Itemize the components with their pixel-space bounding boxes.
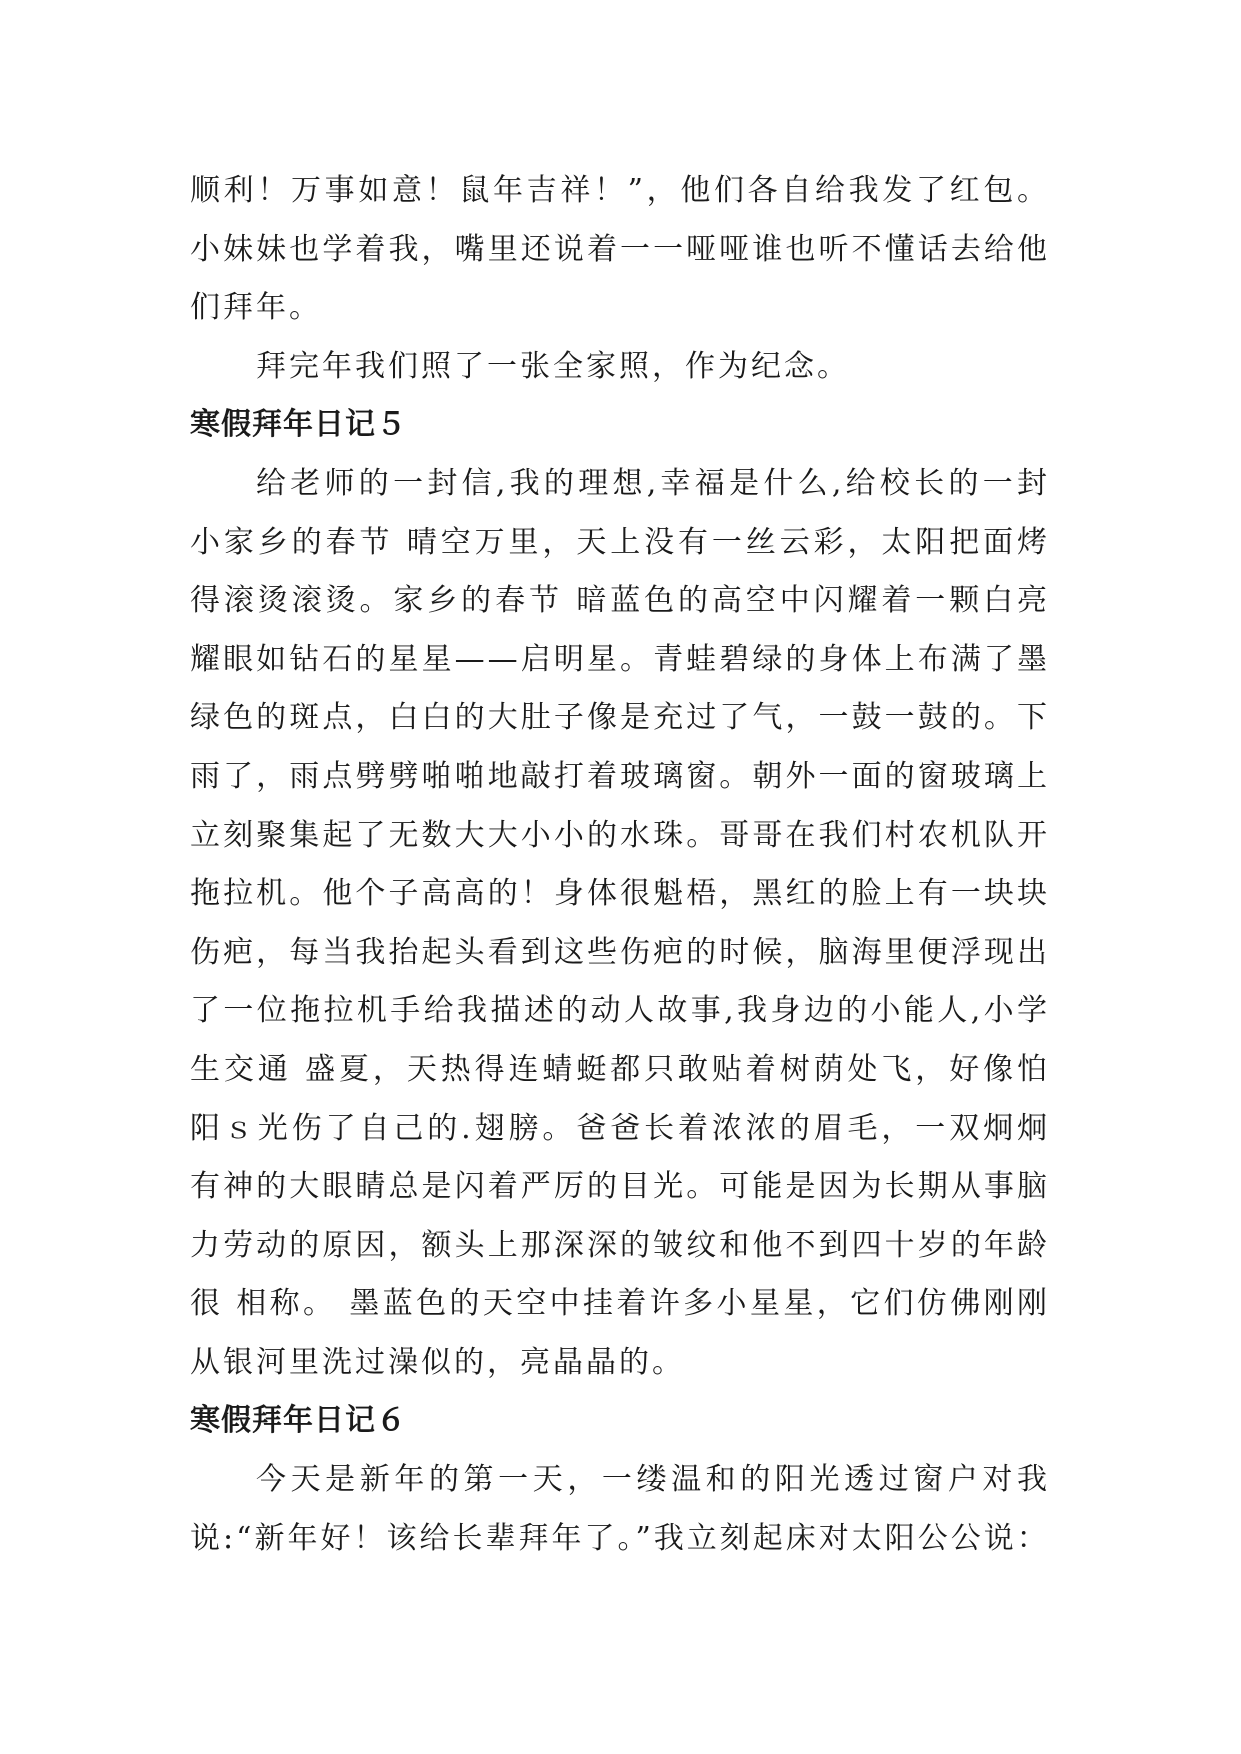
paragraph-greeting-continuation: 顺利！万事如意！鼠年吉祥！”，他们各自给我发了红包。小妹妹也学着我，嘴里还说着一一哑哑谁也听不懂话去给他们拜年。	[190, 173, 1050, 326]
section-heading-diary-6: 寒假拜年日记６	[190, 1403, 407, 1439]
paragraph-diary-6-body: 今天是新年的第一天，一缕温和的阳光透过窗户对我说:“新年好！该给长辈拜年了。”我立刻起床对太阳公公说：	[190, 1462, 1050, 1556]
section-heading-diary-5: 寒假拜年日记５	[190, 407, 407, 443]
document-body	[190, 162, 1050, 1568]
paragraph-diary-5-body: 给老师的一封信,我的理想,幸福是什么,给校长的一封小家乡的春节 晴空万里，天上没有一丝云彩，太阳把面烤得滚烫滚烫。家乡的春节 暗蓝色的高空中闪耀着一颗白亮耀眼如钻石的星星——启明星。青蛙碧绿的身体上布满了墨绿色的斑点，白白的大肚子像是充过了气，一鼓一鼓的。下雨了，雨点劈劈啪啪地敲打着玻璃窗。朝外一面的窗玻璃上立刻聚集起了无数大大小小的水珠。哥哥在我们村农机队开拖拉机。他个子高高的！身体很魁梧，黑红的脸上有一块块伤疤，每当我抬起头看到这些伤疤的时候，脑海里便浮现出了一位拖拉机手给我描述的动人故事,我身边的小能人,小学生交通 盛夏，天热得连蜻蜓都只敢贴着树荫处飞，好像怕阳ｓ光伤了自己的.翅膀。爸爸长着浓浓的眉毛，一双炯炯有神的大眼睛总是闪着严厉的目光。可能是因为长期从事脑力劳动的原因，额头上那深深的皱纹和他不到四十岁的年龄很 相称。 墨蓝色的天空中挂着许多小星星，它们仿佛刚刚从银河里洗过澡似的，亮晶晶的。	[190, 465, 1050, 1380]
paragraph-family-photo: 拜完年我们照了一张全家照，作为纪念。	[256, 348, 850, 384]
